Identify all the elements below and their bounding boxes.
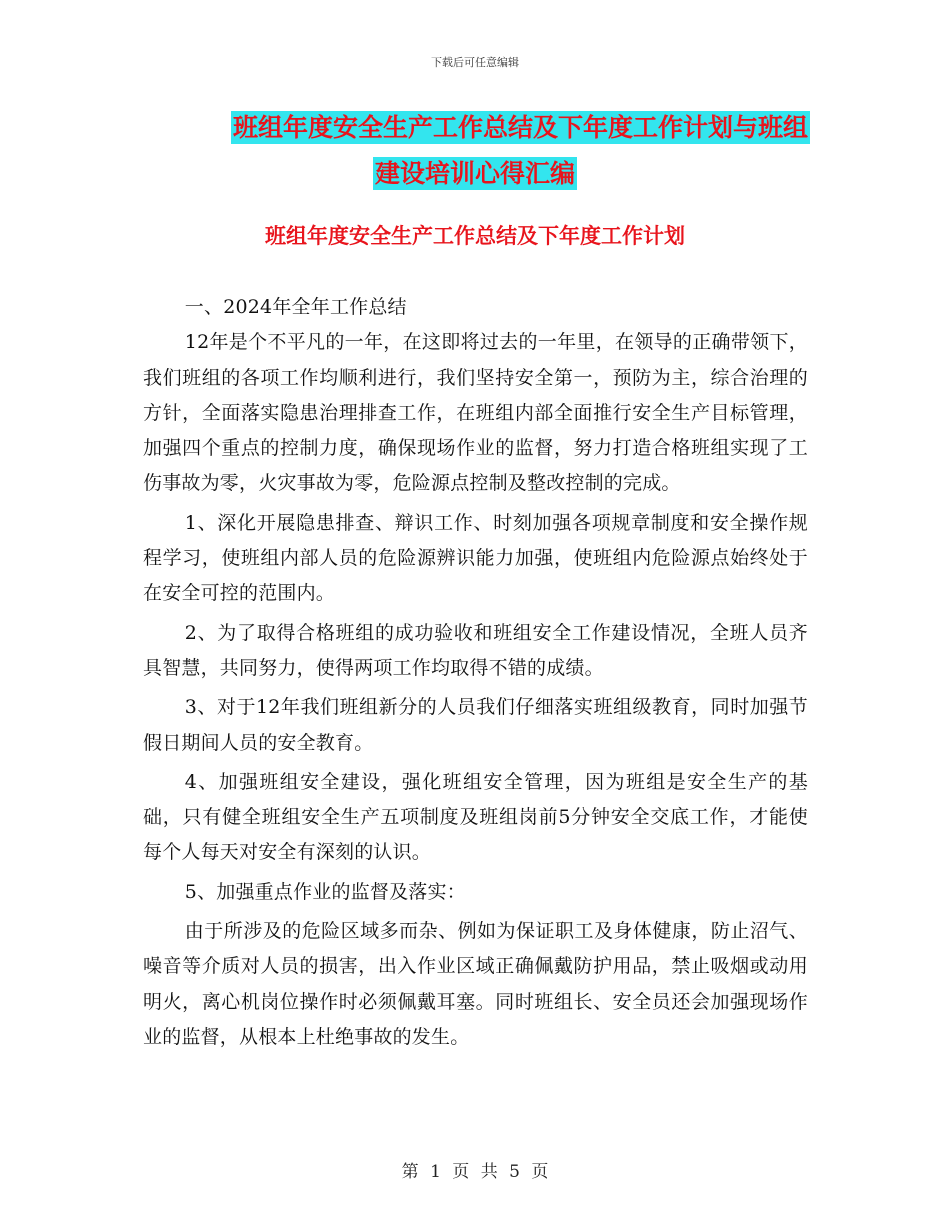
header-note: 下载后可任意编辑 — [431, 56, 519, 69]
paragraph: 1、深化开展隐患排查、辩识工作、时刻加强各项规章制度和安全操作规程学习，使班组内部人员的危险源辨识能力加强，使班组内危险源点始终处于在安全可控的范围内。 — [143, 511, 808, 605]
paragraph: 由于所涉及的危险区域多而杂、例如为保证职工及身体健康，防止沼气、噪音等介质对人员的损害，出入作业区域正确佩戴防护用品，禁止吸烟或动用明火，离心机岗位操作时必须佩戴耳塞。同时班组长、安全员还会加强现场作业的监督，从根本上杜绝事故的发生。 — [143, 920, 808, 1048]
section-title: 班组年度安全生产工作总结及下年度工作计划 — [265, 224, 685, 248]
main-title-line-1-text: 班组年度安全生产工作总结及下年度工作计划与班组 — [232, 113, 808, 142]
main-title-line-1 — [140, 112, 810, 144]
paragraph: 3、对于12年我们班组新分的人员我们仔细落实班组级教育，同时加强节假日期间人员的安全教育。 — [143, 696, 808, 754]
paragraph-heading: 一、2024年全年工作总结 — [184, 296, 407, 318]
paragraph: 4、加强班组安全建设，强化班组安全管理，因为班组是安全生产的基础，只有健全班组安全生产五项制度及班组岗前5分钟安全交底工作，才能使每个人每天对安全有深刻的认识。 — [143, 770, 808, 864]
paragraph: 2、为了取得合格班组的成功验收和班组安全工作建设情况，全班人员齐具智慧，共同努力，使得两项工作均取得不错的成绩。 — [143, 621, 808, 679]
main-title-line-2-text: 建设培训心得汇编 — [374, 159, 575, 188]
paragraph: 5、加强重点作业的监督及落实： — [184, 880, 466, 903]
page-footer: 第 1 页 共 5 页 — [401, 1162, 549, 1182]
document-body — [143, 290, 808, 1055]
paragraph: 12年是个不平凡的一年，在这即将过去的一年里，在领导的正确带领下，我们班组的各项工作均顺利进行，我们坚持安全第一，预防为主，综合治理的方针，全面落实隐患治理排查工作，在班组内部全面推行安全生产目标管理，加强四个重点的控制力度，确保现场作业的监督，努力打造合格班组实现了工伤事故为零，火灾事故为零，危险源点控制及整改控制的完成。 — [143, 331, 808, 495]
main-title-line-2 — [140, 158, 810, 190]
